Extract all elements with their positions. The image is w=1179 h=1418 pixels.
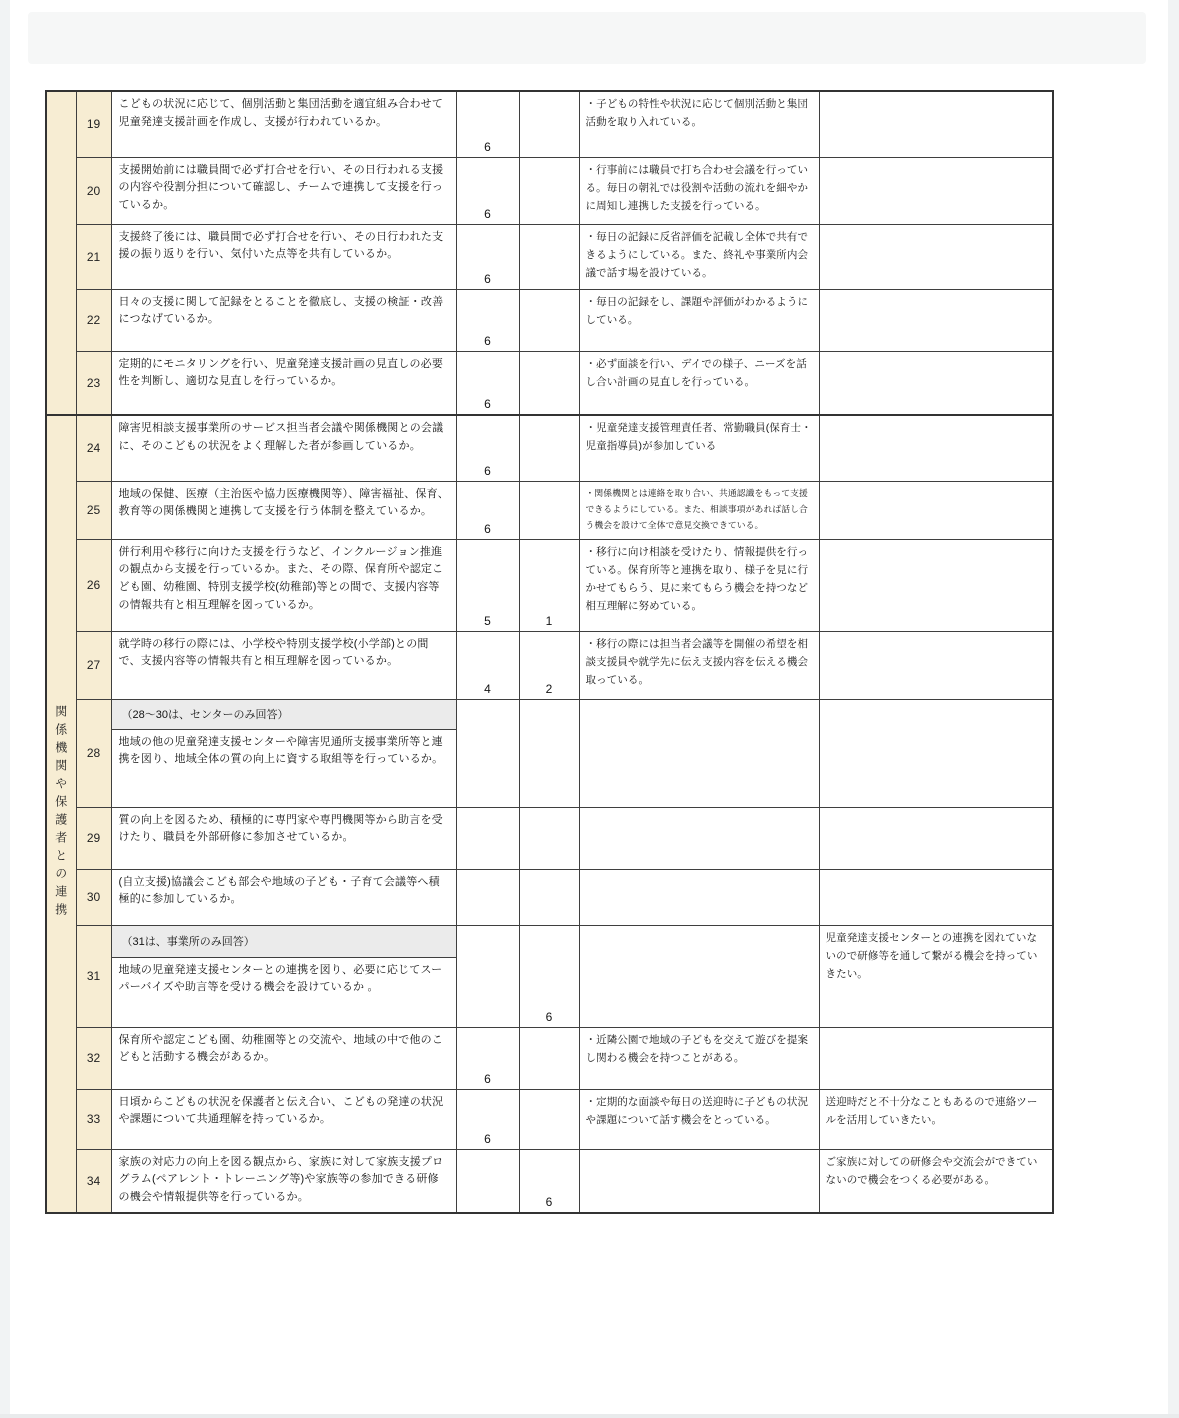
question-cell: 支援終了後には、職員間で必ず打合せを行い、その日行われた支援の振り返りを行い、気付いた点等を共有しているか。 [111, 224, 456, 289]
score-col2-cell [519, 1027, 579, 1089]
table-row [46, 1149, 1053, 1213]
table-row [46, 539, 1053, 631]
row-number: 32 [76, 1027, 111, 1089]
score-col1-cell: 6 [456, 157, 519, 224]
score-col1-cell: 6 [456, 481, 519, 539]
score-col2-cell [519, 351, 579, 415]
comment-cell [579, 869, 819, 925]
improvement-cell: 送迎時だと不十分なこともあるので連絡ツールを活用していきたい。 [819, 1089, 1053, 1149]
comment-cell [579, 925, 819, 1027]
table-row [46, 869, 1053, 925]
comment-cell: ・関係機関とは連絡を取り合い、共通認識をもって支援できるようにしている。また、相談事項があれば話し合う機会を設けて全体で意見交換できている。 [579, 481, 819, 539]
improvement-cell [819, 699, 1053, 807]
page-edge-left [0, 0, 10, 1418]
comment-cell: ・近隣公園で地域の子どもを交えて遊びを提案し関わる機会を持つことがある。 [579, 1027, 819, 1089]
question-cell: 併行利用や移行に向けた支援を行うなど、インクルージョン推進の観点から支援を行っているか。また、その際、保育所や認定こども園、幼稚園、特別支援学校(幼稚部)等との間で、支援内容等の情報共有と相互理解を図っているか。 [111, 539, 456, 631]
comment-cell: ・児童発達支援管理責任者、常勤職員(保育士・児童指導員)が参加している [579, 415, 819, 481]
score-col1-cell: 6 [456, 351, 519, 415]
row-number: 22 [76, 289, 111, 351]
score-col1-cell [456, 925, 519, 1027]
table-row [46, 481, 1053, 539]
question-cell: こどもの状況に応じて、個別活動と集団活動を適宜組み合わせて児童発達支援計画を作成し、支援が行われているか。 [111, 91, 456, 157]
row-number: 20 [76, 157, 111, 224]
score-col2-cell [519, 415, 579, 481]
score-col2-cell [519, 1089, 579, 1149]
score-col2-cell [519, 157, 579, 224]
score-col1-cell: 4 [456, 631, 519, 699]
score-col1-cell: 6 [456, 224, 519, 289]
improvement-cell: 児童発達支援センターとの連携を図れていないので研修等を通して繋がる機会を持っていきたい。 [819, 925, 1053, 1027]
question-cell: 障害児相談支援事業所のサービス担当者会議や関係機関との会議に、そのこどもの状況をよく理解した者が参画しているか。 [111, 415, 456, 481]
comment-cell: ・毎日の記録に反省評価を記載し全体で共有できるようにしている。また、終礼や事業所内会議で話す場を設けている。 [579, 224, 819, 289]
page-top-band [28, 12, 1146, 64]
score-col1-cell [456, 807, 519, 869]
score-col2-cell [519, 699, 579, 807]
improvement-cell [819, 289, 1053, 351]
question-cell: 地域の保健、医療（主治医や協力医療機関等）、障害福祉、保育、教育等の関係機関と連携して支援を行う体制を整えているか。 [111, 481, 456, 539]
improvement-cell [819, 481, 1053, 539]
score-col2-cell [519, 807, 579, 869]
score-col1-cell: 6 [456, 1027, 519, 1089]
comment-cell [579, 1149, 819, 1213]
question-cell: 地域の児童発達支援センターとの連携を図り、必要に応じてスーパーバイズや助言等を受ける機会を設けているか 。 [111, 957, 456, 1027]
row-number: 25 [76, 481, 111, 539]
question-cell: 日頃からこどもの状況を保護者と伝え合い、こどもの発達の状況や課題について共通理解を持っているか。 [111, 1089, 456, 1149]
improvement-cell [819, 415, 1053, 481]
score-col1-cell: 5 [456, 539, 519, 631]
score-col2-cell: 1 [519, 539, 579, 631]
question-cell: 日々の支援に関して記録をとることを徹底し、支援の検証・改善につなげているか。 [111, 289, 456, 351]
improvement-cell [819, 224, 1053, 289]
question-cell: 就学時の移行の際には、小学校や特別支援学校(小学部)との間で、支援内容等の情報共有と相互理解を図っているか。 [111, 631, 456, 699]
page-edge-right [1168, 0, 1179, 1418]
row-number: 24 [76, 415, 111, 481]
score-col1-cell [456, 1149, 519, 1213]
improvement-cell [819, 869, 1053, 925]
table-row [46, 289, 1053, 351]
improvement-cell [819, 631, 1053, 699]
table-row [46, 925, 1053, 957]
row-number: 21 [76, 224, 111, 289]
scope-note-cell: （31は、事業所のみ回答） [111, 925, 456, 957]
score-col2-cell: 6 [519, 925, 579, 1027]
comment-cell: ・行事前には職員で打ち合わせ会議を行っている。毎日の朝礼では役割や活動の流れを細やかに周知し連携した支援を行っている。 [579, 157, 819, 224]
comment-cell [579, 807, 819, 869]
table-row [46, 699, 1053, 729]
comment-cell: ・移行に向け相談を受けたり、情報提供を行っている。保育所等と連携を取り、様子を見に行かせてもらう、見に来てもらう機会を持つなど相互理解に努めている。 [579, 539, 819, 631]
improvement-cell: ご家族に対しての研修会や交流会ができていないので機会をつくる必要がある。 [819, 1149, 1053, 1213]
score-col1-cell [456, 869, 519, 925]
scope-note-cell: （28～30は、センターのみ回答） [111, 699, 456, 729]
row-number: 28 [76, 699, 111, 807]
category-label: 関係機関や保護者との連携 [53, 704, 68, 921]
score-col2-cell [519, 481, 579, 539]
score-col1-cell: 6 [456, 415, 519, 481]
table-row [46, 157, 1053, 224]
evaluation-table [45, 90, 1054, 1214]
score-col1-cell [456, 699, 519, 807]
score-col2-cell [519, 224, 579, 289]
question-cell: 定期的にモニタリングを行い、児童発達支援計画の見直しの必要性を判断し、適切な見直しを行っているか。 [111, 351, 456, 415]
row-number: 31 [76, 925, 111, 1027]
comment-cell: ・必ず面談を行い、デイでの様子、ニーズを話し合い計画の見直しを行っている。 [579, 351, 819, 415]
score-col1-cell: 6 [456, 1089, 519, 1149]
row-number: 19 [76, 91, 111, 157]
question-cell: 支援開始前には職員間で必ず打合せを行い、その日行われる支援の内容や役割分担について確認し、チームで連携して支援を行っているか。 [111, 157, 456, 224]
question-cell: 保育所や認定こども園、幼稚園等との交流や、地域の中で他のこどもと活動する機会があるか。 [111, 1027, 456, 1089]
row-number: 33 [76, 1089, 111, 1149]
comment-cell [579, 699, 819, 807]
score-col2-cell [519, 869, 579, 925]
table-row [46, 1089, 1053, 1149]
comment-cell: ・定期的な面談や毎日の送迎時に子どもの状況や課題について話す機会をとっている。 [579, 1089, 819, 1149]
comment-cell: ・移行の際には担当者会議等を開催の希望を相談支援員や就学先に伝え支援内容を伝える機会取っている。 [579, 631, 819, 699]
score-col2-cell [519, 91, 579, 157]
table-row [46, 415, 1053, 481]
score-col1-cell: 6 [456, 91, 519, 157]
question-cell: 家族の対応力の向上を図る観点から、家族に対して家族支援プログラム(ペアレント・トレーニング等)や家族等の参加できる研修の機会や情報提供等を行っているか。 [111, 1149, 456, 1213]
row-number: 26 [76, 539, 111, 631]
row-number: 29 [76, 807, 111, 869]
improvement-cell [819, 91, 1053, 157]
table-row [46, 351, 1053, 415]
score-col1-cell: 6 [456, 289, 519, 351]
table-row [46, 1027, 1053, 1089]
score-col2-cell: 6 [519, 1149, 579, 1213]
table-row [46, 224, 1053, 289]
improvement-cell [819, 157, 1053, 224]
question-cell: 質の向上を図るため、積極的に専門家や専門機関等から助言を受けたり、職員を外部研修に参加させているか。 [111, 807, 456, 869]
category-cell-previous [46, 91, 76, 415]
row-number: 30 [76, 869, 111, 925]
comment-cell: ・毎日の記録をし、課題や評価がわかるようにしている。 [579, 289, 819, 351]
table-row [46, 631, 1053, 699]
table-row [46, 91, 1053, 157]
improvement-cell [819, 539, 1053, 631]
question-cell: 地域の他の児童発達支援センターや障害児通所支援事業所等と連携を図り、地域全体の質の向上に資する取組等を行っているか。 [111, 729, 456, 807]
score-col2-cell: 2 [519, 631, 579, 699]
improvement-cell [819, 351, 1053, 415]
row-number: 27 [76, 631, 111, 699]
row-number: 23 [76, 351, 111, 415]
improvement-cell [819, 807, 1053, 869]
category-cell-relations [46, 415, 76, 1213]
table-row [46, 807, 1053, 869]
row-number: 34 [76, 1149, 111, 1213]
question-cell: (自立支援)協議会こども部会や地域の子ども・子育て会議等へ積極的に参加しているか。 [111, 869, 456, 925]
improvement-cell [819, 1027, 1053, 1089]
comment-cell: ・子どもの特性や状況に応じて個別活動と集団活動を取り入れている。 [579, 91, 819, 157]
score-col2-cell [519, 289, 579, 351]
page-edge-bottom [0, 1414, 1179, 1418]
